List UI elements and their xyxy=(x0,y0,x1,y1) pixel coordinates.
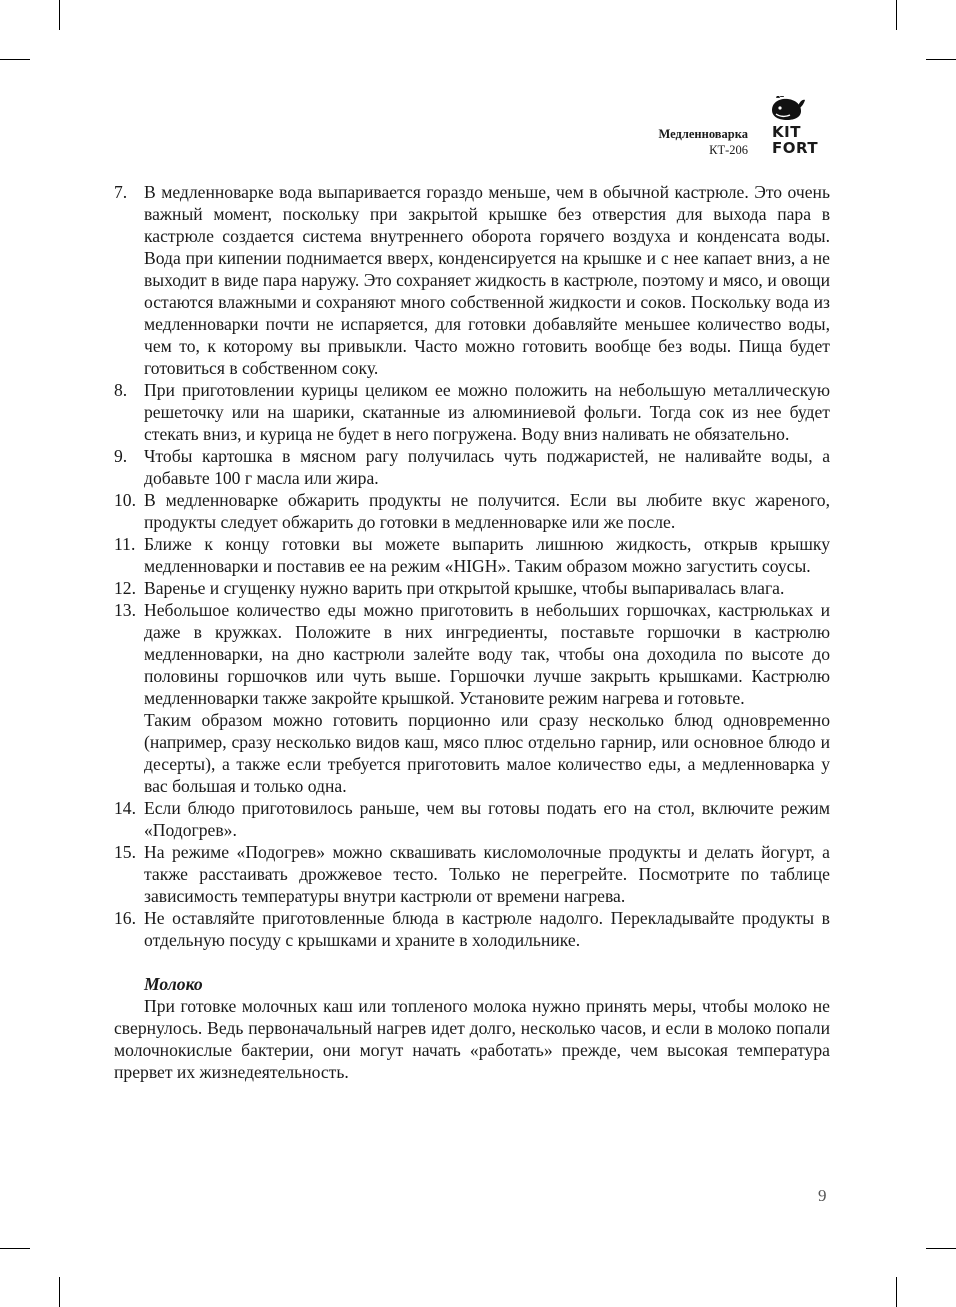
whale-icon xyxy=(770,96,806,122)
crop-mark-top-right-v xyxy=(896,0,897,30)
list-item xyxy=(114,533,830,577)
section-body: При готовке молочных каш или топленого молока нужно принять меры, чтобы молоко не свернулось. Ведь первоначальный нагрев идет долго, несколько часов, и если в молоко попали молочнокислые бактерии, они могут начать «работать» прежде, чем высокая температура прервет их жизнедеятельность. xyxy=(114,996,830,1082)
list-item-text: В медленноварке обжарить продукты не получится. Если вы любите вкус жареного, продукты следует обжарить до готовки в медленноварке или же после. xyxy=(144,490,830,532)
brand-logo-text xyxy=(772,124,818,156)
brand-logo-line2: FORT xyxy=(772,139,819,157)
list-item-text: Ближе к концу готовки вы можете выпарить лишнюю жидкость, открыв крышку медленноварки и поставив ее на режим «HIGH». Таким образом можно загустить соусы. xyxy=(144,534,830,576)
list-item xyxy=(114,841,830,907)
page-header xyxy=(600,96,830,158)
list-item-text: Таким образом можно готовить порционно или сразу несколько блюд одновременно (например, сразу несколько видов каш, мясо плюс отдельно гарнир, или основное блюдо и десерты), а также если требуется приготовить малое количество еды, а медленноварка у вас большая и только одна. xyxy=(144,710,830,796)
list-item-text: Небольшое количество еды можно приготовить в небольших горшочках, кастрюльках и даже в кружках. Положите в них ингредиенты, поставьте горшочки в кастрюлю медленноварки, на дно кастрюли залейте воду так, чтобы она доходила по высоте до половины горшочков или чуть выше. Горшочки лучше закрыть крышками. Кастрюлю медленноварки также закройте крышкой. Установите режим нагрева и готовьте. xyxy=(144,600,830,708)
crop-mark-top-left-v xyxy=(59,0,60,30)
brand-logo-line1: KIT xyxy=(772,123,801,141)
brand-logo xyxy=(766,96,830,158)
crop-mark-bottom-left-h xyxy=(0,1248,30,1249)
page-number: 9 xyxy=(818,1186,827,1205)
list-item-text: В медленноварке вода выпаривается гораздо меньше, чем в обычной кастрюле. Это очень важный момент, поскольку при закрытой крышке без отверстия для выхода пара в кастрюле создается система внутреннего оборота горячего воздуха и конденсата воды. Вода при кипении поднимается вверх, конденсируется на крышке и с нее капает вниз, а не выходит в виде пара наружу. Это сохраняет жидкость в кастрюле, поэтому и мясо, и овощи остаются влажными и сохраняют много собственной жидкости и соков. Поскольку вода из медленноварки почти не испаряется, для готовки добавляйте меньшее количество воды, чем то, к которому вы привыкли. Часто можно готовить вообще без воды. Пища будет готовиться в собственном соку. xyxy=(144,182,830,378)
list-item-text: При приготовлении курицы целиком ее можно положить на небольшую металлическую решеточку или на шарики, скатанные из алюминиевой фольги. Тогда сок из нее будет стекать вниз, и курица не будет в него погружена. Воду вниз наливать не обязательно. xyxy=(144,380,830,444)
page-content xyxy=(114,181,830,1083)
list-item-text: Не оставляйте приготовленные блюда в кастрюле надолго. Перекладывайте продукты в отдельную посуду с крышками и храните в холодильнике. xyxy=(144,908,830,950)
tips-list xyxy=(114,181,830,951)
list-item xyxy=(114,181,830,379)
list-item-text: Варенье и сгущенку нужно варить при открытой крышке, чтобы выпаривалась влага. xyxy=(144,578,785,598)
list-item-number: 8. xyxy=(114,380,128,400)
list-item xyxy=(114,445,830,489)
crop-mark-bottom-right-v xyxy=(896,1277,897,1307)
section-title: Молоко xyxy=(144,974,203,994)
list-item xyxy=(114,797,830,841)
list-item xyxy=(114,907,830,951)
list-item-number: 9. xyxy=(114,446,128,466)
list-item-number: 7. xyxy=(114,182,128,202)
list-item xyxy=(114,599,830,797)
list-item xyxy=(114,379,830,445)
list-item-number: 15. xyxy=(114,842,136,862)
crop-mark-top-right-h xyxy=(926,59,956,60)
header-product-info xyxy=(659,126,748,158)
list-item-number: 13. xyxy=(114,600,136,620)
list-item-text: Если блюдо приготовилось раньше, чем вы готовы подать его на стол, включите режим «Подогрев». xyxy=(144,798,830,840)
list-item-number: 12. xyxy=(114,578,136,598)
list-item xyxy=(114,577,830,599)
list-item-text: Чтобы картошка в мясном рагу получилась чуть поджаристей, не наливайте воды, а добавьте 100 г масла или жира. xyxy=(144,446,830,488)
crop-mark-top-left-h xyxy=(0,59,30,60)
crop-mark-bottom-left-v xyxy=(59,1277,60,1307)
list-item-text: На режиме «Подогрев» можно сквашивать кисломолочные продукты и делать йогурт, а также расстаивать дрожжевое тесто. Только не перегрейте. Посмотрите по таблице зависимость температуры внутри кастрюли от времени нагрева. xyxy=(144,842,830,906)
crop-mark-bottom-right-h xyxy=(926,1248,956,1249)
list-item-number: 11. xyxy=(114,534,136,554)
header-model: КТ-206 xyxy=(709,143,748,157)
header-product-name: Медленноварка xyxy=(658,127,748,141)
list-item-number: 14. xyxy=(114,798,136,818)
list-item-number: 16. xyxy=(114,908,136,928)
list-item xyxy=(114,489,830,533)
list-item-number: 10. xyxy=(114,490,136,510)
